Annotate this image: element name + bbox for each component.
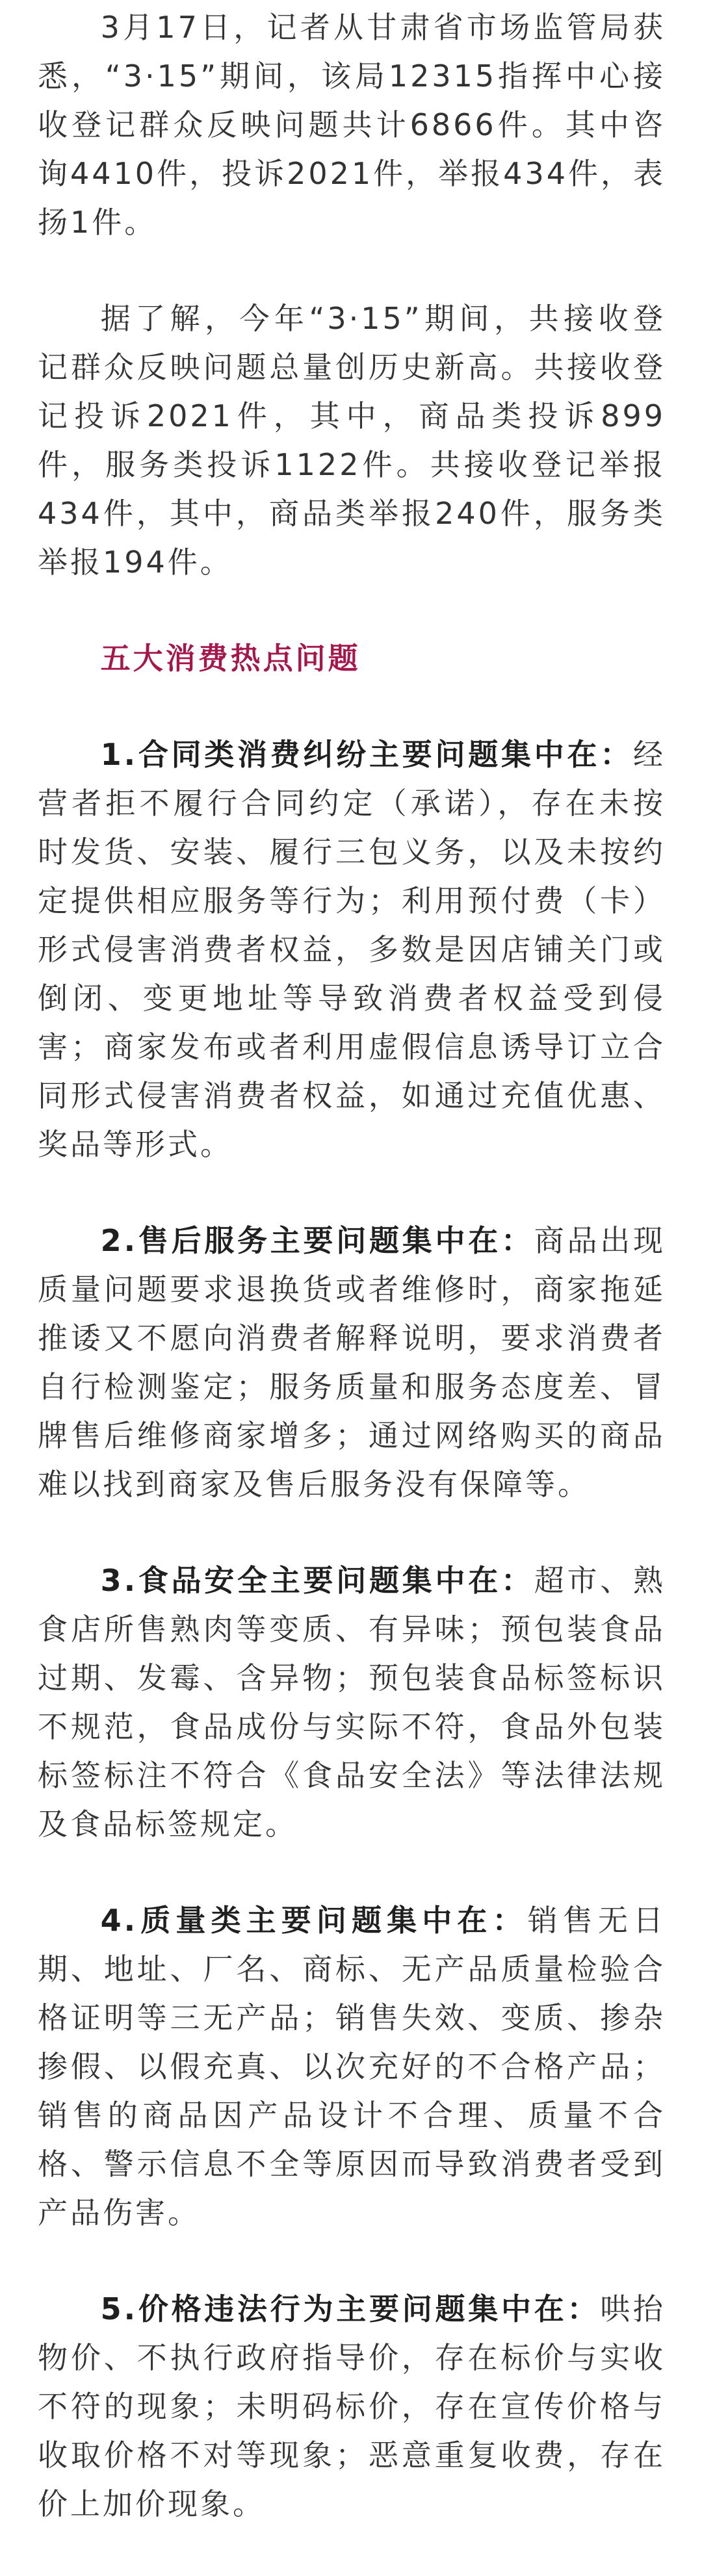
issue-body-4: 销售无日期、地址、厂名、商标、无产品质量检验合格证明等三无产品；销售失效、变质、掺杂掺假、以假充真、以次充好的不合格产品；销售的商品因产品设计不合理、质量不合格、警示信息不全等原因而导致消费者受到产品伤害。	[38, 1903, 666, 2230]
section-heading: 五大消费热点问题	[100, 641, 361, 676]
issue-paragraph-3	[38, 1556, 666, 1849]
issue-body-2: 商品出现质量问题要求退换货或者维修时，商家拖延推诿又不愿向消费者解释说明，要求消费者自行检测鉴定；服务质量和服务态度差、冒牌售后维修商家增多；通过网络购买的商品难以找到商家及售后服务没有保障等。	[38, 1223, 666, 1502]
intro-paragraph-1: 3月17日，记者从甘肃省市场监管局获悉，“3·15”期间，该局12315指挥中心接收登记群众反映问题共计6866件。其中咨询4410件，投诉2021件，举报434件，表扬1件。	[38, 10, 666, 240]
issue-body-1: 经营者拒不履行合同约定（承诺），存在未按时发货、安装、履行三包义务，以及未按约定提供相应服务等行为；利用预付费（卡）形式侵害消费者权益，多数是因店铺关门或倒闭、变更地址等导致消费者权益受到侵害；商家发布或者利用虚假信息诱导订立合同形式侵害消费者权益，如通过充值优惠、奖品等形式。	[38, 737, 666, 1162]
issue-paragraph-1	[38, 730, 666, 1169]
issue-paragraph-5	[38, 2285, 666, 2529]
issue-body-3: 超市、熟食店所售熟肉等变质、有异味；预包装食品过期、发霉、含异物；预包装食品标签标识不规范，食品成份与实际不符，食品外包装标签标注不符合《食品安全法》等法律法规及食品标签规定。	[38, 1563, 666, 1842]
issue-lead-2: 2.售后服务主要问题集中在：	[100, 1223, 534, 1258]
issue-lead-5: 5.价格违法行为主要问题集中在：	[100, 2291, 601, 2326]
intro-paragraph-2: 据了解，今年“3·15”期间，共接收登记群众反映问题总量创历史新高。共接收登记投诉2021件，其中，商品类投诉899件，服务类投诉1122件。共接收登记举报434件，其中，商品类举报240件，服务类举报194件。	[38, 301, 666, 580]
issue-body-5: 哄抬物价、不执行政府指导价，存在标价与实收不符的现象；未明码标价，存在宣传价格与收取价格不对等现象；恶意重复收费，存在价上加价现象。	[38, 2291, 666, 2521]
issue-lead-4: 4.质量类主要问题集中在：	[100, 1903, 528, 1938]
issue-lead-3: 3.食品安全主要问题集中在：	[100, 1563, 534, 1598]
issue-lead-1: 1.合同类消费纠纷主要问题集中在：	[100, 737, 633, 772]
issue-paragraph-4	[38, 1896, 666, 2237]
article-body	[38, 3, 666, 2576]
issue-paragraph-2	[38, 1217, 666, 1509]
